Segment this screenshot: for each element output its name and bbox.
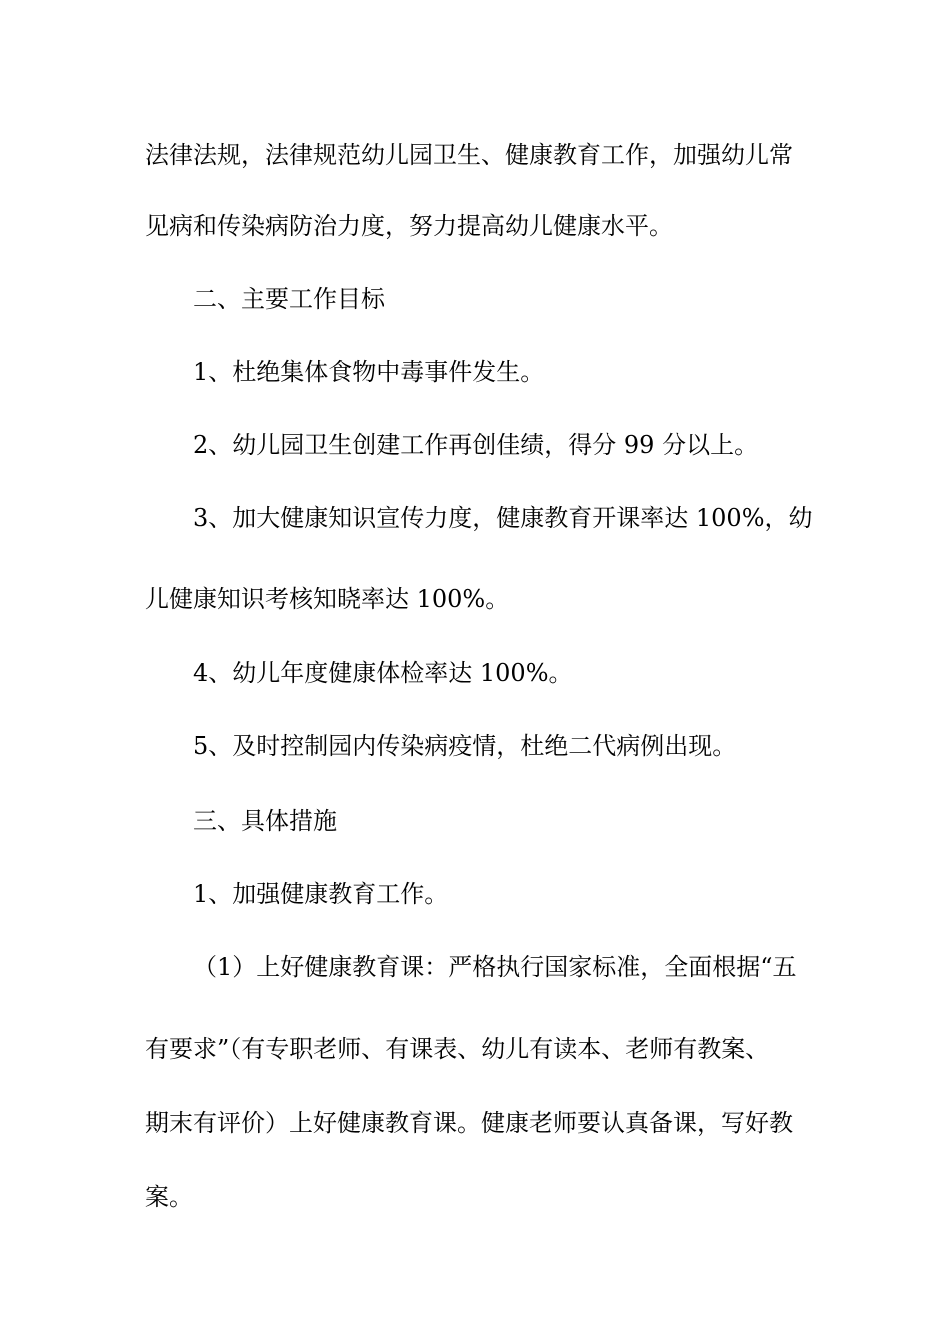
goal-item-4: 4、幼儿年度健康体检率达 100%。: [193, 659, 573, 687]
goal-item-3-line-1: 3、加大健康知识宣传力度，健康教育开课率达 100%，幼: [193, 504, 813, 532]
goal-item-5: 5、及时控制园内传染病疫情，杜绝二代病例出现。: [193, 732, 737, 760]
measure-subitem-1-line-2: 有要求”（有专职老师、有课表、幼儿有读本、老师有教案、: [145, 1035, 770, 1063]
measure-subitem-1-line-4: 案。: [145, 1183, 193, 1211]
goal-item-2: 2、幼儿园卫生创建工作再创佳绩，得分 99 分以上。: [193, 431, 759, 459]
goal-item-1: 1、杜绝集体食物中毒事件发生。: [193, 358, 545, 386]
goal-item-3-line-2: 儿健康知识考核知晓率达 100%。: [145, 585, 510, 613]
measure-subitem-1-line-1: （1）上好健康教育课：严格执行国家标准，全面根据“五: [193, 953, 797, 981]
paragraph-line-2: 见病和传染病防治力度，努力提高幼儿健康水平。: [145, 212, 673, 240]
paragraph-line-1: 法律法规，法律规范幼儿园卫生、健康教育工作，加强幼儿常: [145, 141, 793, 169]
section-heading-measures: 三、具体措施: [193, 807, 337, 835]
section-heading-goals: 二、主要工作目标: [193, 285, 385, 313]
measure-item-1: 1、加强健康教育工作。: [193, 880, 449, 908]
measure-subitem-1-line-3: 期末有评价）上好健康教育课。健康老师要认真备课，写好教: [145, 1109, 793, 1137]
